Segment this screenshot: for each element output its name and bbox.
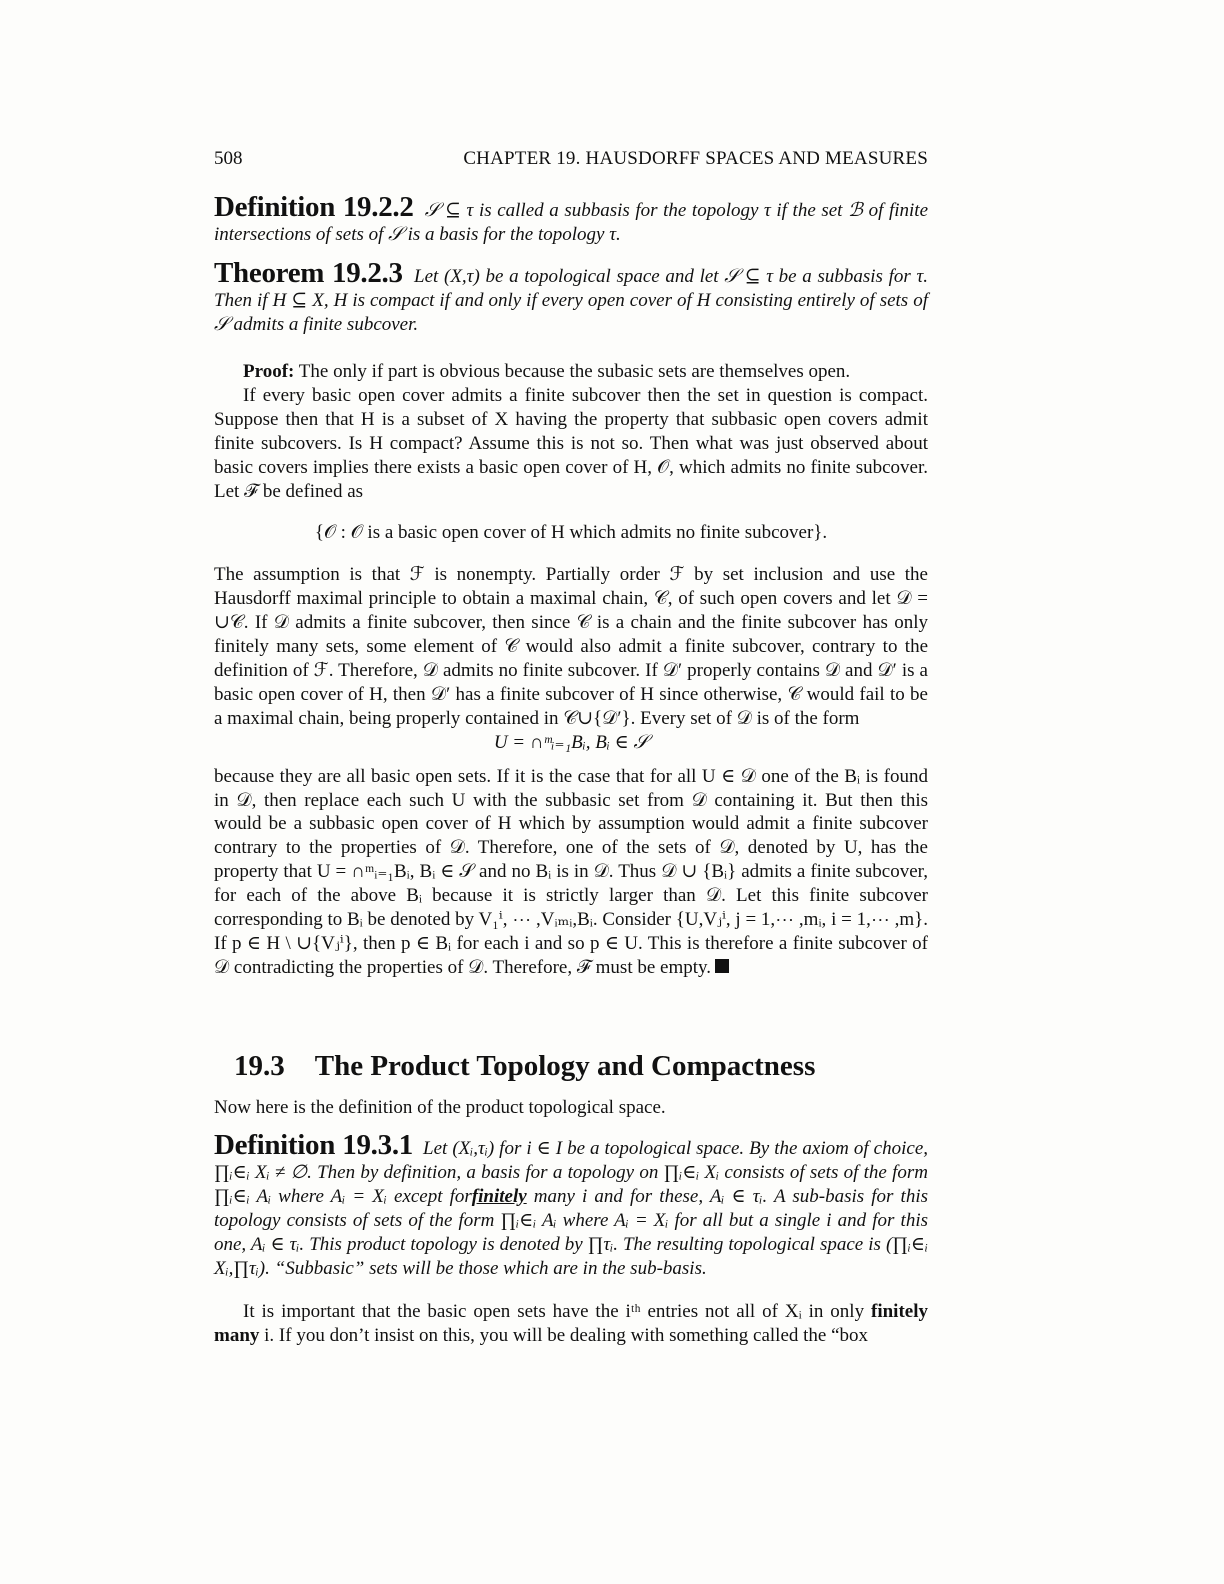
page-number: 508	[214, 148, 243, 169]
proof-paragraph-4: because they are all basic open sets. If it is the case that for all U ∈ 𝒟 one of the Bᵢ is found in 𝒟, then replace each such U with the subbasic set from 𝒟 containing it. But then this would be a subbasic open cover of H which by assumption would admit a finite subcover contrary to the properties of 𝒟. Therefore, one of the sets of 𝒟, denoted by U, has the property that U = ∩ᵐᵢ₌₁Bᵢ, Bᵢ ∈ 𝒮 and no Bᵢ is in 𝒟. Thus 𝒟 ∪ {Bᵢ} admits a finite subcover, for each of the above Bᵢ because it is strictly larger than 𝒟. Let this finite subcover corresponding to Bᵢ be denoted by V₁ⁱ, ⋯ ,Vᵢₘᵢ,Bᵢ. Consider {U,Vⱼⁱ, j = 1,⋯ ,mᵢ, i = 1,⋯ ,m}. If p ∈ H \ ∪{Vⱼⁱ}, then p ∈ Bᵢ for each i and so p ∈ U. This is therefore a finite subcover of 𝒟 contradicting the properties of 𝒟. Therefore, ℱ must be empty.	[214, 765, 928, 978]
proof-paragraph-1: The only if part is obvious because the subasic sets are themselves open.	[298, 361, 851, 382]
section-heading	[234, 1050, 815, 1083]
definition-19-2-2	[214, 191, 928, 247]
proof-label: Proof:	[243, 361, 295, 382]
proof-paragraph-2: If every basic open cover admits a finite subcover then the set in question is compact. Suppose then that H is a subset of X having the property that subbasic open covers admit finite subcovers. Is H compact? Assume this is not so. Then what was just observed about basic covers implies there exists a basic open cover of H, 𝒪, which admits no finite subcover. Let ℱ be defined as	[214, 384, 928, 502]
theorem-label: Theorem 19.2.3	[214, 257, 403, 289]
qed-square-icon	[715, 959, 729, 973]
section-title: The Product Topology and Compactness	[314, 1050, 816, 1082]
definition-text-b: many i and for these, Aᵢ ∈ τᵢ. A sub-basis for this topology consists of sets of the form ∏ᵢ∈ᵢ Aᵢ where Aᵢ = Xᵢ for all but a single i and for this one, Aᵢ ∈ τᵢ. This product topology is denoted by ∏τᵢ. The resulting topological space is (∏ᵢ∈ᵢ Xᵢ,∏τᵢ). “Subbasic” sets will be those which are in the sub-basis.	[214, 1185, 928, 1279]
chapter-title: CHAPTER 19. HAUSDORFF SPACES AND MEASURES	[463, 148, 928, 169]
section-intro	[214, 1096, 928, 1120]
definition-text-a: Let (Xᵢ,τᵢ) for i ∈ I be a topological space. By the axiom of choice, ∏ᵢ∈ᵢ Xᵢ ≠ ∅. Then by definition, a basis for a topology on ∏ᵢ∈ᵢ Xᵢ consists of sets of the form ∏ᵢ∈ᵢ Aᵢ where Aᵢ = Xᵢ except for	[214, 1138, 929, 1207]
section-intro-text: Now here is the definition of the product topological space.	[214, 1097, 666, 1118]
definition-19-3-1	[214, 1129, 929, 1280]
display-equation-1: {𝒪 : 𝒪 is a basic open cover of H which admits no finite subcover}.	[314, 522, 828, 544]
section-number: 19.3	[234, 1050, 285, 1082]
theorem-19-2-3	[214, 257, 928, 337]
closing-paragraph	[214, 1300, 928, 1348]
closing-emphasis: finitely many	[214, 1301, 928, 1346]
definition-text: 𝒮 ⊆ τ is called a subbasis for the topology τ if the set ℬ of finite intersections of sets of 𝒮 is a basis for the topology τ.	[214, 200, 928, 245]
definition-label: Definition 19.2.2	[214, 191, 414, 223]
definition-label: Definition 19.3.1	[214, 1129, 413, 1161]
definition-emphasis: finitely	[471, 1185, 527, 1207]
closing-text-a: It is important that the basic open sets have the iᵗʰ entries not all of Xᵢ in only	[243, 1301, 871, 1322]
theorem-text: Let (X,τ) be a topological space and let 𝒮 ⊆ τ be a subbasis for τ. Then if H ⊆ X, H is compact if and only if every open cover of H consisting entirely of sets of 𝒮 admits a finite subcover.	[214, 266, 928, 335]
closing-text-b: i. If you don’t insist on this, you will be dealing with something called the “box	[259, 1324, 869, 1346]
proof	[214, 360, 928, 980]
display-equation-2: U = ∩ᵐᵢ₌₁Bᵢ, Bᵢ ∈ 𝒮	[493, 731, 649, 753]
proof-paragraph-3: The assumption is that ℱ is nonempty. Partially order ℱ by set inclusion and use the Hausdorff maximal principle to obtain a maximal chain, 𝒞, of such open covers and let 𝒟 = ∪𝒞. If 𝒟 admits a finite subcover, then since 𝒞 is a chain and the finite subcover has only finitely many sets, some element of 𝒞 would also admit a finite subcover, contrary to the definition of ℱ. Therefore, 𝒟 admits no finite subcover. If 𝒟′ properly contains 𝒟 and 𝒟′ is a basic open cover of H, then 𝒟′ has a finite subcover of H since otherwise, 𝒞 would fail to be a maximal chain, being properly contained in 𝒞∪{𝒟′}. Every set of 𝒟 is of the form	[214, 564, 928, 729]
